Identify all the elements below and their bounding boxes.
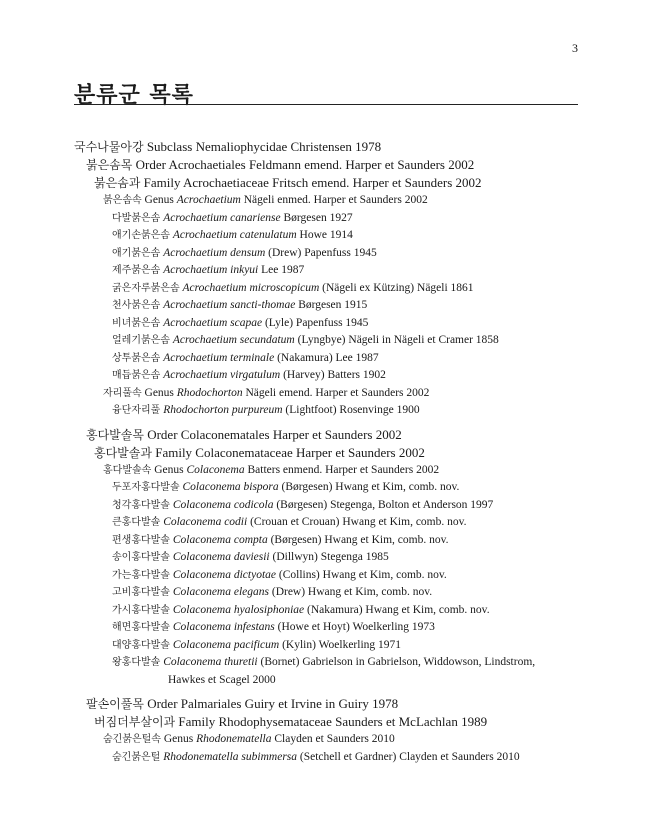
authority: (Crouan et Crouan) Hwang et Kim, comb. nov. xyxy=(250,516,467,528)
authority: Børgesen 1927 xyxy=(283,211,353,224)
species-entry xyxy=(0,280,652,298)
authority: (Bornet) Gabrielson in Gabrielson, Widdowson, Lindstrom, xyxy=(260,656,536,668)
scientific-name: Colaconema elegans xyxy=(172,586,269,598)
korean-name: 숨긴붉은털 xyxy=(112,751,161,763)
korean-name: 팔손이풀목 xyxy=(86,697,144,711)
korean-name: 자리풀속 xyxy=(103,387,142,399)
order-entry xyxy=(0,156,652,174)
rank-label: Family Colaconemataceae Harper et Saunders 2002 xyxy=(155,444,425,460)
species-entry xyxy=(0,402,652,420)
continuation-line xyxy=(0,672,652,690)
korean-name: 해면홍다발솔 xyxy=(112,622,170,633)
authority: (Lyle) Papenfuss 1945 xyxy=(264,316,369,329)
korean-name: 얼레기붉은솜 xyxy=(112,335,170,346)
scientific-name: Rhodonematella xyxy=(196,733,272,745)
subclass-entry xyxy=(0,138,652,156)
scientific-name: Colaconema bispora xyxy=(182,481,279,493)
rank-label: Genus xyxy=(144,386,174,399)
korean-name: 붉은솜과 xyxy=(94,176,141,190)
korean-name: 붉은솜속 xyxy=(103,195,142,206)
scientific-name: Acrochaetium inkyui xyxy=(163,264,259,276)
authority: (Dillwyn) Stegenga 1985 xyxy=(272,551,389,563)
species-entry xyxy=(0,227,652,245)
scientific-name: Acrochaetium densum xyxy=(163,246,266,259)
species-entry xyxy=(0,514,652,532)
korean-name: 송이홍다발솔 xyxy=(112,552,170,563)
rank-label: Genus xyxy=(154,463,184,476)
korean-name: 제주붉은솜 xyxy=(112,265,161,276)
korean-name: 대양홍다발솔 xyxy=(112,639,170,651)
species-entry xyxy=(0,532,652,550)
page-title: 분류군 목록 xyxy=(74,83,194,108)
rank-label: Genus xyxy=(163,733,194,745)
taxon-list xyxy=(0,138,652,766)
genus-entry xyxy=(0,192,652,210)
scientific-name: Rhodochorton purpureum xyxy=(163,404,283,416)
species-entry xyxy=(0,602,652,620)
authority: (Lyngbye) Nägeli in Nägeli et Cramer 1858 xyxy=(297,334,499,346)
scientific-name: Colaconema compta xyxy=(172,533,268,546)
korean-name: 홍다발솔속 xyxy=(103,464,152,476)
species-entry xyxy=(0,245,652,263)
genus-entry xyxy=(0,385,652,403)
korean-name: 붉은솜목 xyxy=(86,158,133,172)
species-entry xyxy=(0,367,652,385)
page-number: 3 xyxy=(572,41,578,55)
scientific-name: Colaconema codicola xyxy=(172,498,274,511)
rank-label: Subclass Nemaliophycidae Christensen 1978 xyxy=(146,139,382,154)
scientific-name: Colaconema infestans xyxy=(172,621,275,633)
scientific-name: Acrochaetium scapae xyxy=(163,316,263,329)
korean-name: 홍다발솔목 xyxy=(86,427,144,442)
authority: (Nakamura) Hwang et Kim, comb. nov. xyxy=(307,603,490,616)
scientific-name: Colaconema pacificum xyxy=(172,638,280,651)
family-entry xyxy=(0,444,652,462)
rank-label: Order Palmariales Guiry et Irvine in Guiry 1978 xyxy=(147,696,399,711)
species-entry xyxy=(0,297,652,315)
scientific-name: Acrochaetium canariense xyxy=(163,211,281,224)
scientific-name: Colaconema hyalosiphoniae xyxy=(172,603,305,616)
species-entry xyxy=(0,315,652,333)
korean-name: 애기붉은솜 xyxy=(112,247,161,259)
rank-label: Family Rhodophysemataceae Saunders et McLachlan 1989 xyxy=(178,714,488,729)
scientific-name: Colaconema dictyotae xyxy=(172,568,276,581)
korean-name: 홍다발솔과 xyxy=(94,445,152,460)
scientific-name: Acrochaetium catenulatum xyxy=(172,229,297,241)
authority: (Kylin) Woelkerling 1971 xyxy=(282,638,402,651)
korean-name: 다발붉은솜 xyxy=(112,212,161,224)
authority: Nägeli enmed. Harper et Saunders 2002 xyxy=(243,194,428,206)
authority: Clayden et Saunders 2010 xyxy=(274,733,395,745)
korean-name: 가시홍다발솔 xyxy=(112,604,170,616)
korean-name: 큰홍다발솔 xyxy=(112,517,161,528)
rank-label: Hawkes et Scagel 2000 xyxy=(168,673,276,686)
genus-entry xyxy=(0,462,652,480)
scientific-name: Colaconema thuretii xyxy=(163,656,258,668)
rank-label: Order Colaconematales Harper et Saunders 2002 xyxy=(147,426,402,442)
authority: Batters enmend. Harper et Saunders 2002 xyxy=(247,463,440,476)
species-entry xyxy=(0,332,652,350)
family-entry xyxy=(0,713,652,731)
korean-name: 버짐더부살이과 xyxy=(94,715,176,729)
authority: (Drew) Papenfuss 1945 xyxy=(268,246,377,259)
authority: (Howe et Hoyt) Woelkerling 1973 xyxy=(277,621,435,633)
rank-label: Order Acrochaetiales Feldmann emend. Harper et Saunders 2002 xyxy=(135,157,475,172)
korean-name: 고비홍다발솔 xyxy=(112,587,170,598)
scientific-name: Colaconema daviesii xyxy=(172,551,270,563)
species-entry xyxy=(0,749,652,767)
korean-name: 매듭붉은솜 xyxy=(112,370,161,381)
species-entry xyxy=(0,637,652,655)
species-entry xyxy=(0,210,652,228)
rank-label: Family Acrochaetiaceae Fritsch emend. Harper et Saunders 2002 xyxy=(143,175,482,190)
species-entry xyxy=(0,549,652,567)
species-entry xyxy=(0,654,652,672)
korean-name: 굵은자루붉은솜 xyxy=(112,282,180,294)
korean-name: 융단자리풀 xyxy=(112,405,161,416)
korean-name: 청각홍다발솔 xyxy=(112,499,170,511)
korean-name: 왕홍다발솔 xyxy=(112,657,161,668)
authority: Nägeli emend. Harper et Saunders 2002 xyxy=(245,386,430,399)
order-entry xyxy=(0,695,652,713)
korean-name: 가는홍다발솔 xyxy=(112,569,170,581)
authority: (Setchell et Gardner) Clayden et Saunders 2010 xyxy=(299,750,520,763)
korean-name: 애기손붉은솜 xyxy=(112,230,170,241)
authority: (Børgesen) Hwang et Kim, comb. nov. xyxy=(281,481,460,493)
species-entry xyxy=(0,584,652,602)
scientific-name: Acrochaetium xyxy=(176,194,241,206)
authority: Lee 1987 xyxy=(261,264,305,276)
authority: (Harvey) Batters 1902 xyxy=(283,369,386,381)
scientific-name: Acrochaetium secundatum xyxy=(172,334,295,346)
species-entry xyxy=(0,619,652,637)
authority: (Nägeli ex Kützing) Nägeli 1861 xyxy=(322,281,474,294)
korean-name: 국수나물아강 xyxy=(74,140,144,154)
species-entry xyxy=(0,479,652,497)
genus-entry xyxy=(0,731,652,749)
rank-label: Genus xyxy=(144,194,174,206)
scientific-name: Rhodochorton xyxy=(176,386,243,399)
korean-name: 천사붉은솜 xyxy=(112,300,161,311)
korean-name: 상투붉은솜 xyxy=(112,352,161,364)
species-entry xyxy=(0,567,652,585)
scientific-name: Acrochaetium terminale xyxy=(163,351,275,364)
species-entry xyxy=(0,350,652,368)
korean-name: 편생홍다발솔 xyxy=(112,534,170,546)
scientific-name: Acrochaetium microscopicum xyxy=(182,281,320,294)
scientific-name: Colaconema codii xyxy=(163,516,248,528)
family-entry xyxy=(0,174,652,192)
order-entry xyxy=(0,426,652,444)
authority: (Drew) Hwang et Kim, comb. nov. xyxy=(271,586,433,598)
scientific-name: Acrochaetium virgatulum xyxy=(163,369,281,381)
authority: (Collins) Hwang et Kim, comb. nov. xyxy=(278,568,447,581)
species-entry xyxy=(0,262,652,280)
scientific-name: Colaconema xyxy=(186,463,245,476)
korean-name: 두포자홍다발솔 xyxy=(112,482,180,493)
authority: (Børgesen) Stegenga, Bolton et Anderson 1997 xyxy=(276,498,494,511)
species-entry xyxy=(0,497,652,515)
korean-name: 비녀붉은솜 xyxy=(112,317,161,329)
title-rule xyxy=(74,104,578,105)
authority: Howe 1914 xyxy=(299,229,353,241)
scientific-name: Rhodonematella subimmersa xyxy=(163,750,298,763)
authority: (Børgesen) Hwang et Kim, comb. nov. xyxy=(270,533,449,546)
authority: (Lightfoot) Rosenvinge 1900 xyxy=(285,404,420,416)
korean-name: 숨긴붉은털속 xyxy=(103,734,161,745)
authority: Børgesen 1915 xyxy=(298,299,368,311)
scientific-name: Acrochaetium sancti-thomae xyxy=(163,299,296,311)
authority: (Nakamura) Lee 1987 xyxy=(277,351,379,364)
